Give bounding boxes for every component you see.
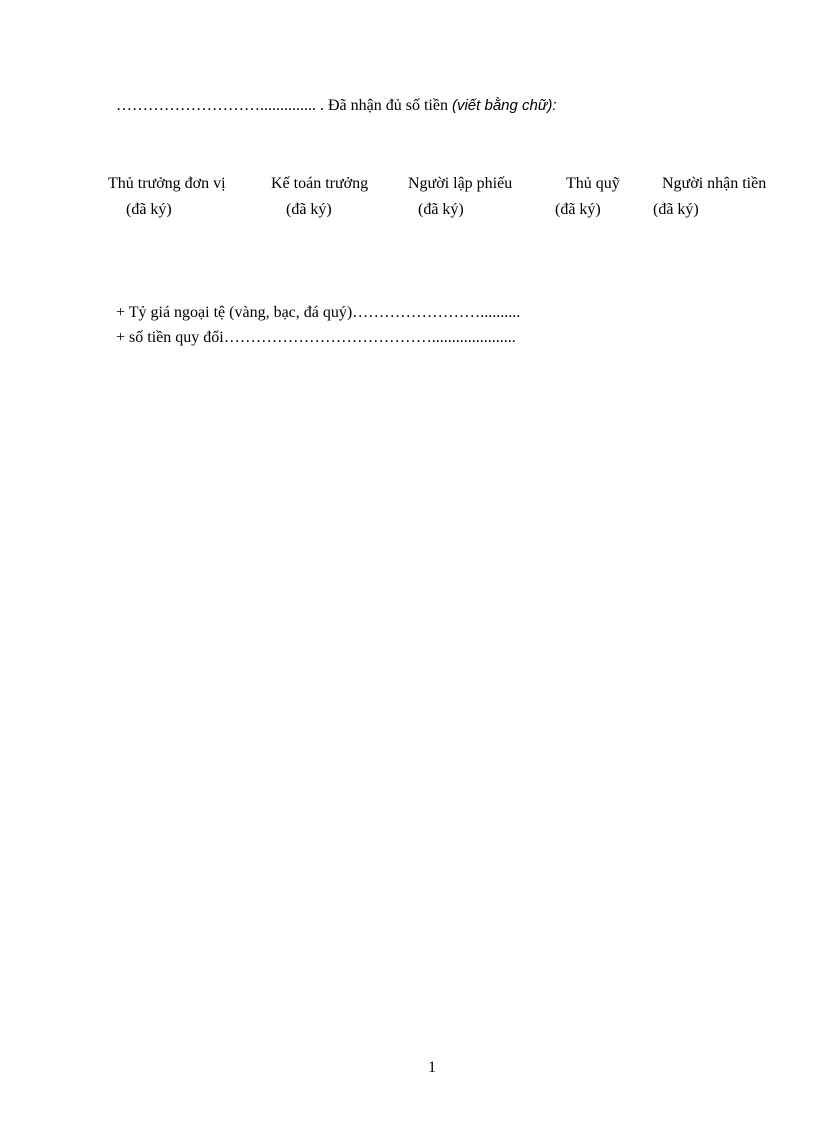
signature-note-recipient: (đã ký) [653,201,699,218]
signature-title-unit-head: Thủ trưởng đơn vị [108,175,226,192]
signature-title-cashier: Thủ quỹ [566,175,620,192]
signature-note-voucher-preparer: (đã ký) [418,201,464,218]
received-label: Đã nhận đủ số tiền [328,97,448,114]
exchange-rate-line: + Tỷ giá ngoại tệ (vàng, bạc, đá quý)…………………….......... [116,304,521,321]
signature-title-voucher-preparer: Người lập phiếu [408,175,513,192]
signature-title-recipient: Người nhận tiền [662,175,767,192]
signature-note-unit-head: (đã ký) [126,201,172,218]
signature-title-chief-accountant: Kế toán trưởng [271,175,369,192]
signature-note-chief-accountant: (đã ký) [286,201,332,218]
page-number: 1 [428,1059,436,1076]
received-dots: ……………………….............. . [116,97,324,114]
signature-note-cashier: (đã ký) [555,201,601,218]
received-amount-line [116,96,557,116]
converted-amount-line: + số tiền quy đổi…………………………………..................... [116,329,516,346]
received-italic-note: (viết bằng chữ): [451,97,557,114]
